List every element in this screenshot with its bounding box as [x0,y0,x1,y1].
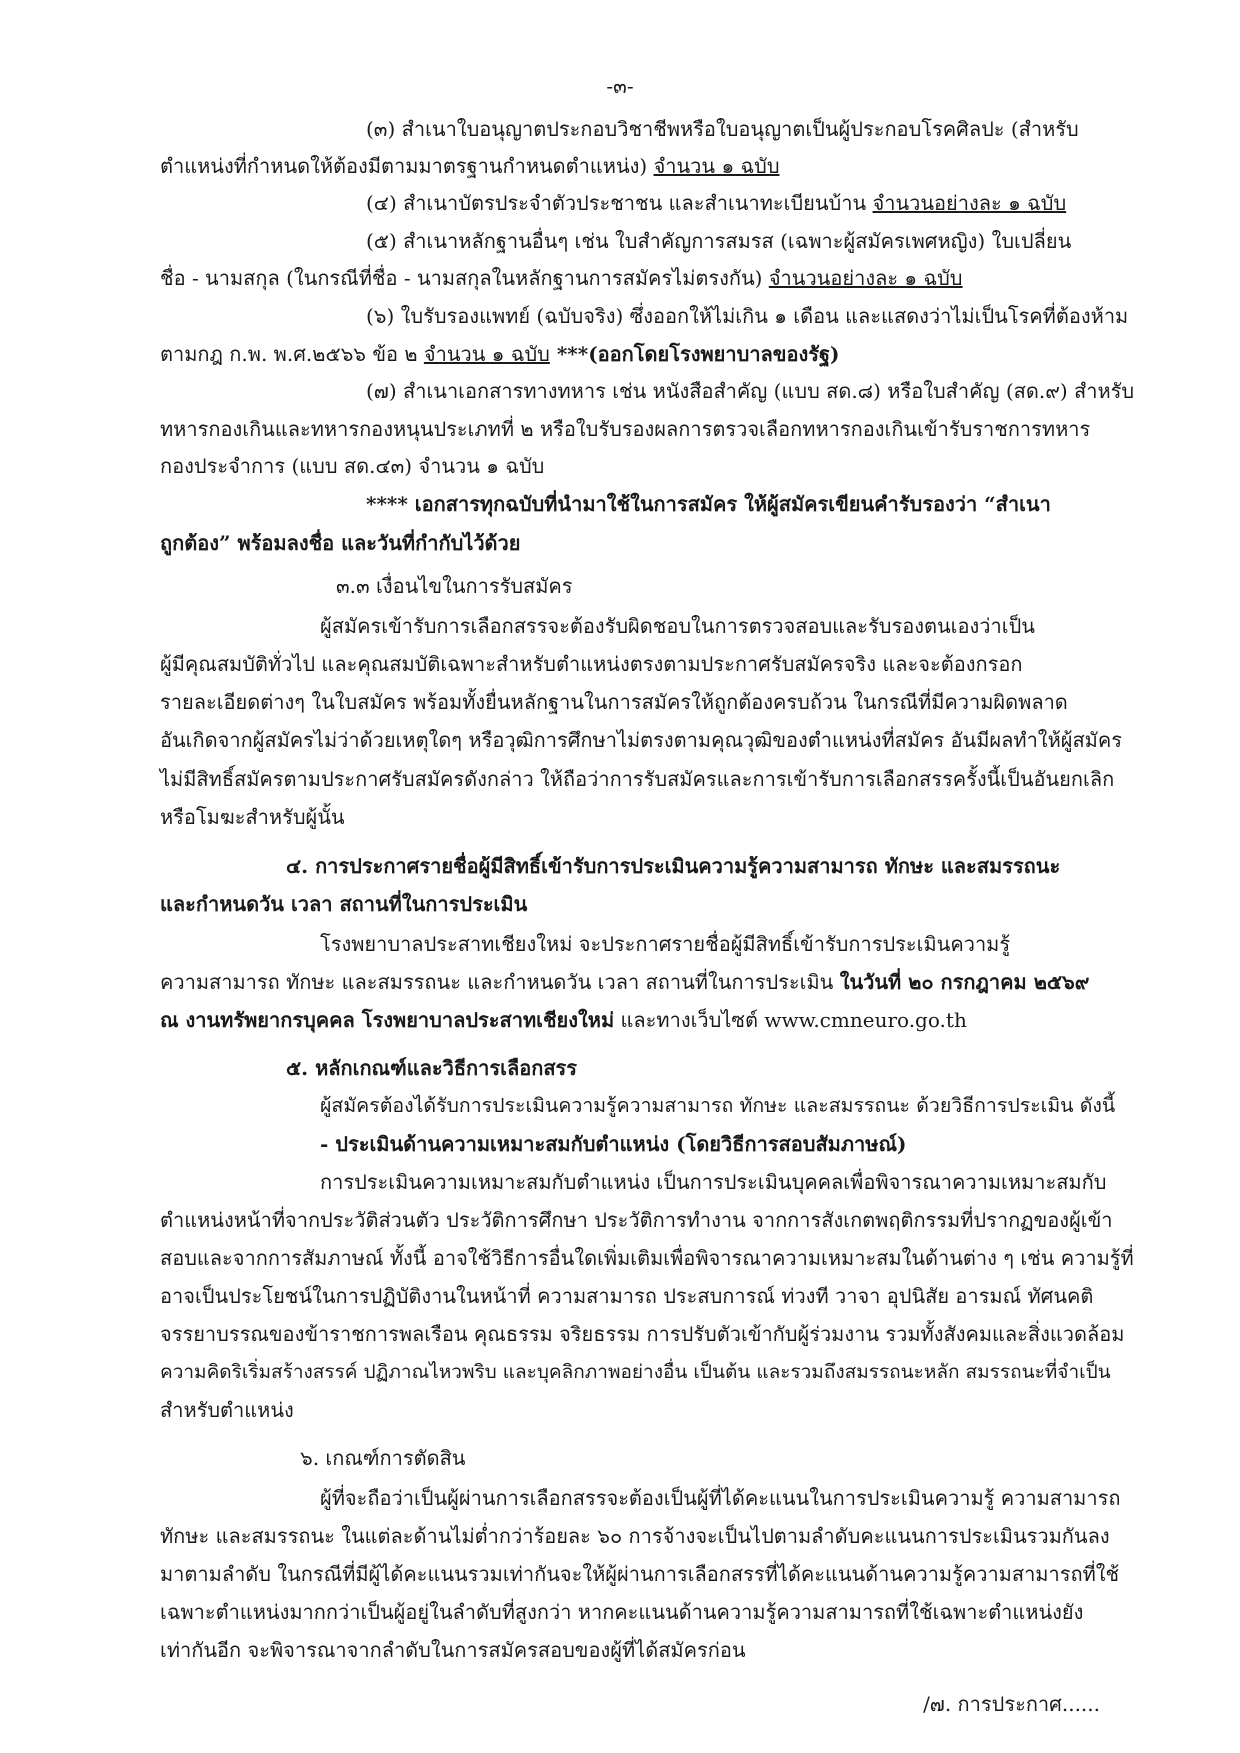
doc-item-7-line-2: ทหารกองเกินและทหารกองหนุนประเภทที่ ๒ หรือใบรับรองผลการตรวจเลือกทหารกองเกินเข้ารับราชการทหาร [160,417,1091,441]
doc-item-3-quantity: จำนวน ๑ ฉบับ [653,154,780,178]
section-5-heading: ๕. หลักเกณฑ์และวิธีการเลือกสรร [286,1056,578,1080]
section-3-3-line: ผู้มีคุณสมบัติทั่วไป และคุณสมบัติเฉพาะสำหรับตำแหน่งตรงตามประกาศรับสมัครจริง และจะต้องกรอก [160,652,1023,676]
section-6-line: มาตามลำดับ ในกรณีที่มีผู้ได้คะแนนรวมเท่ากันจะให้ผู้ผ่านการเลือกสรรที่ได้คะแนนด้านความรู้ความสามารถที่ใช้ [160,1562,1120,1586]
doc-item-5-line-2: ชื่อ - นามสกุล (ในกรณีที่ชื่อ - นามสกุลในหลักฐานการสมัครไม่ตรงกัน) จำนวนอย่างละ ๑ ฉบับ [160,266,963,290]
page-number: -๓- [606,74,634,98]
announcement-date: ในวันที่ ๒๐ กรกฎาคม ๒๕๖๙ [839,970,1090,994]
doc-item-7-line-3: กองประจำการ (แบบ สด.๔๓) จำนวน ๑ ฉบับ [160,454,545,478]
section-6-line: เท่ากันอีก จะพิจารณาจากลำดับในการสมัครสอบของผู้ที่ได้สมัครก่อน [160,1638,746,1662]
section-6-line: ผู้ที่จะถือว่าเป็นผู้ผ่านการเลือกสรรจะต้องเป็นผู้ที่ได้คะแนนในการประเมินความรู้ ความสามารถ [320,1486,1121,1510]
next-page-reference: /๗. การประกาศ...... [923,1692,1100,1716]
doc-item-4-quantity: จำนวนอย่างละ ๑ ฉบับ [872,191,1067,215]
section-4-line-2: ความสามารถ ทักษะ และสมรรถนะ และกำหนดวัน เวลา สถานที่ในการประเมิน ในวันที่ ๒๐ กรกฎาคม ๒๕๖๙ [160,970,1090,994]
doc-item-6-quantity: จำนวน ๑ ฉบับ [423,342,550,366]
section-3-3-line: ไม่มีสิทธิ์สมัครตามประกาศรับสมัครดังกล่าว ให้ถือว่าการรับสมัครและการเข้ารับการเลือกสรรครั้งนี้เป็นอันยกเลิก [160,767,1115,791]
section-5-subheading: - ประเมินด้านความเหมาะสมกับตำแหน่ง (โดยวิธีการสอบสัมภาษณ์) [320,1132,907,1156]
section-5-line: สอบและจากการสัมภาษณ์ ทั้งนี้ อาจใช้วิธีการอื่นใดเพิ่มเติมเพื่อพิจารณาความเหมาะสมในด้านต่าง ๆ เช่น ความรู้ที่ [160,1246,1134,1270]
doc-item-5-quantity: จำนวนอย่างละ ๑ ฉบับ [768,266,963,290]
section-3-3-line: อันเกิดจากผู้สมัครไม่ว่าด้วยเหตุใดๆ หรือวุฒิการศึกษาไม่ตรงตามคุณวุฒิของตำแหน่งที่สมัคร อันมีผลทำให้ผู้สมัคร [160,728,1122,752]
doc-item-3-line-1: (๓) สำเนาใบอนุญาตประกอบวิชาชีพหรือใบอนุญาตเป็นผู้ประกอบโรคศิลปะ (สำหรับ [366,117,1079,141]
section-5-line: อาจเป็นประโยชน์ในการปฏิบัติงานในหน้าที่ ความสามารถ ประสบการณ์ ท่วงที วาจา อุปนิสัย อารมณ์ ทัศนคติ [160,1284,1094,1308]
section-4-line-3 [160,1006,967,1034]
section-5-line: ตำแหน่งหน้าที่จากประวัติส่วนตัว ประวัติการศึกษา ประวัติการทำงาน จากการสังเกตพฤติกรรมที่ปรากฏของผู้เข้า [160,1208,1113,1232]
announcement-website: และทางเว็บไซต์ www.cmneuro.go.th [614,1008,967,1032]
certification-note-line-1: **** เอกสารทุกฉบับที่นำมาใช้ในการสมัคร ให้ผู้สมัครเขียนคำรับรองว่า “สำเนา [366,492,1051,516]
announcement-place: ณ งานทรัพยากรบุคคล โรงพยาบาลประสาทเชียงใหม่ [160,1008,615,1032]
section-6-line: ทักษะ และสมรรถนะ ในแต่ละด้านไม่ต่ำกว่าร้อยละ ๖๐ การจ้างจะเป็นไปตามลำดับคะแนนการประเมินรวมกันลง [160,1524,1110,1548]
section-5-line: สำหรับตำแหน่ง [160,1398,294,1422]
section-5-intro: ผู้สมัครต้องได้รับการประเมินความรู้ความสามารถ ทักษะ และสมรรถนะ ด้วยวิธีการประเมิน ดังนี้ [320,1094,1116,1117]
doc-item-7-line-1: (๗) สำเนาเอกสารทางทหาร เช่น หนังสือสำคัญ (แบบ สด.๘) หรือใบสำคัญ (สด.๙) สำหรับ [366,379,1135,403]
doc-item-5-line-1: (๕) สำเนาหลักฐานอื่นๆ เช่น ใบสำคัญการสมรส (เฉพาะผู้สมัครเพศหญิง) ใบเปลี่ยน [366,229,1072,253]
doc-item-3-line-2: ตำแหน่งที่กำหนดให้ต้องมีตามมาตรฐานกำหนดตำแหน่ง) จำนวน ๑ ฉบับ [160,154,780,178]
section-4-heading-line-1: ๔. การประกาศรายชื่อผู้มีสิทธิ์เข้ารับการประเมินความรู้ความสามารถ ทักษะ และสมรรถนะ [286,854,1061,878]
section-5-line: ความคิดริเริ่มสร้างสรรค์ ปฏิภาณไหวพริบ และบุคลิกภาพอย่างอื่น เป็นต้น และรวมถึงสมรรถนะหลัก สมรรถนะที่จำเป็น [160,1361,1111,1383]
section-6-line: เฉพาะตำแหน่งมากกว่าเป็นผู้อยู่ในลำดับที่สูงกว่า หากคะแนนด้านความรู้ความสามารถที่ใช้เฉพาะตำแหน่งยัง [160,1600,1084,1624]
section-6-heading: ๖. เกณฑ์การตัดสิน [300,1446,466,1470]
doc-item-4: (๔) สำเนาบัตรประจำตัวประชาชน และสำเนาทะเบียนบ้าน จำนวนอย่างละ ๑ ฉบับ [366,191,1067,215]
section-4-heading-line-2: และกำหนดวัน เวลา สถานที่ในการประเมิน [160,892,528,916]
doc-item-6-line-1: (๖) ใบรับรองแพทย์ (ฉบับจริง) ซึ่งออกให้ไม่เกิน ๑ เดือน และแสดงว่าไม่เป็นโรคที่ต้องห้าม [366,304,1129,328]
section-3-3-line: หรือโมฆะสำหรับผู้นั้น [160,805,345,829]
section-3-3-line: รายละเอียดต่างๆ ในใบสมัคร พร้อมทั้งยื่นหลักฐานในการสมัครให้ถูกต้องครบถ้วน ในกรณีที่มีความผิดพลาด [160,690,1068,714]
section-3-3-line: ผู้สมัครเข้ารับการเลือกสรรจะต้องรับผิดชอบในการตรวจสอบและรับรองตนเองว่าเป็น [320,614,1035,638]
section-4-line-1: โรงพยาบาลประสาทเชียงใหม่ จะประกาศรายชื่อผู้มีสิทธิ์เข้ารับการประเมินความรู้ [320,932,1011,956]
certification-note-line-2: ถูกต้อง” พร้อมลงชื่อ และวันที่กำกับไว้ด้วย [160,531,521,555]
section-5-line: การประเมินความเหมาะสมกับตำแหน่ง เป็นการประเมินบุคคลเพื่อพิจารณาความเหมาะสมกับ [320,1170,1107,1194]
section-5-line: จรรยาบรรณของข้าราชการพลเรือน คุณธรรม จริยธรรม การปรับตัวเข้ากับผู้ร่วมงาน รวมทั้งสังคมและสิ่งแวดล้อม [160,1322,1125,1346]
doc-item-6-line-2: ตามกฎ ก.พ. พ.ศ.๒๕๖๖ ข้อ ๒ จำนวน ๑ ฉบับ ***(ออกโดยโรงพยาบาลของรัฐ) [160,342,840,366]
doc-item-6-issuer-note: ***(ออกโดยโรงพยาบาลของรัฐ) [549,342,840,366]
section-3-3-heading: ๓.๓ เงื่อนไขในการรับสมัคร [336,574,573,598]
